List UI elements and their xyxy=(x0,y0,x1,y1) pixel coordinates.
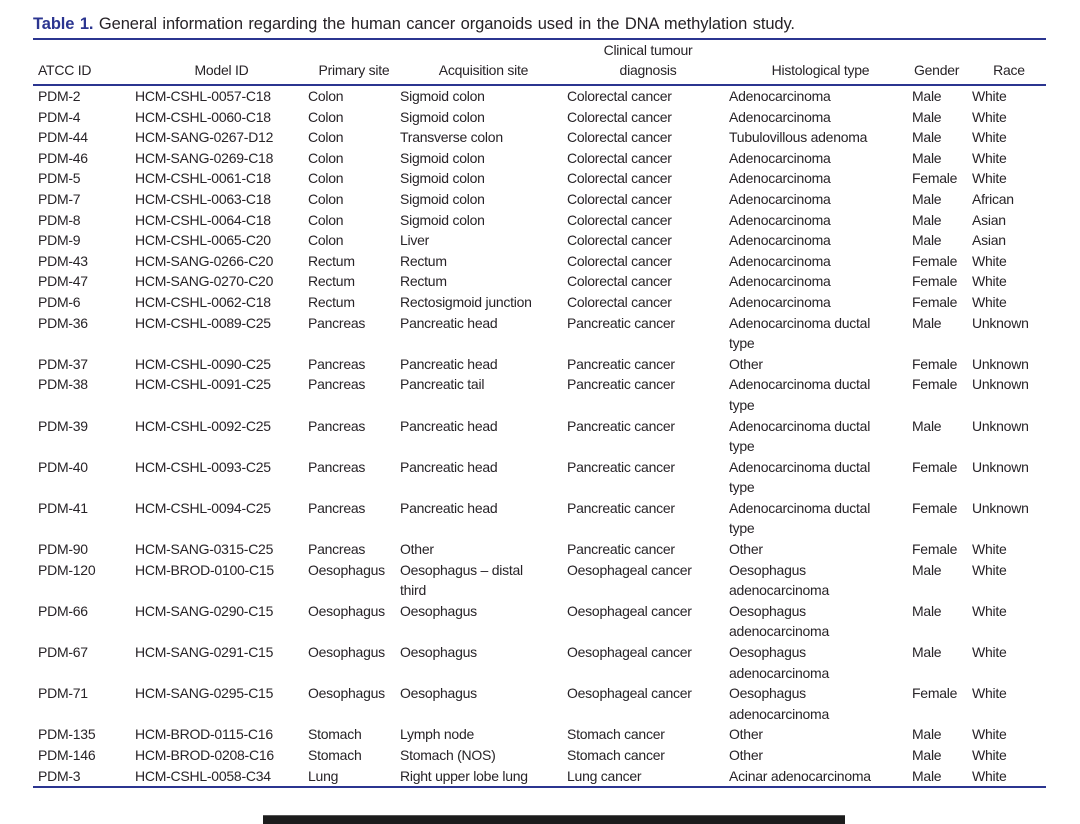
cell-atcc_id: PDM-2 xyxy=(38,88,81,104)
cell-primary_site: Pancreas xyxy=(308,376,366,393)
cell-gender: Female xyxy=(912,170,958,187)
cell-primary_site: Oesophagus xyxy=(308,602,385,619)
cell-model_id: HCM-CSHL-0063-C18 xyxy=(135,190,271,207)
cell-histological_type: Adenocarcinoma xyxy=(729,252,831,269)
cell-model_id: HCM-BROD-0115-C16 xyxy=(135,726,273,743)
cell-clinical_tumour_diagnosis: Colorectal cancer xyxy=(567,108,672,125)
cell-primary_site: Colon xyxy=(308,190,344,207)
cell-race: White xyxy=(972,170,1007,187)
cell-clinical_tumour_diagnosis: Oesophageal cancer xyxy=(567,644,692,661)
cell-histological_type: Adenocarcinoma xyxy=(729,293,831,310)
cell-clinical_tumour_diagnosis: Lung cancer xyxy=(567,766,729,788)
cell-clinical_tumour_diagnosis: Pancreatic cancer xyxy=(567,541,675,558)
cell-gender: Female xyxy=(912,293,958,310)
cell-race: White xyxy=(972,108,1007,125)
cell-histological_type: Acinar adenocarcinoma xyxy=(729,766,912,788)
cell-primary_site: Pancreas xyxy=(308,355,366,372)
cell-race: Asian xyxy=(972,211,1006,228)
cell-atcc_id: PDM-37 xyxy=(38,355,88,372)
cell-race: White xyxy=(972,149,1007,166)
cell-gender: Male xyxy=(912,88,942,104)
cell-model_id: HCM-SANG-0290-C15 xyxy=(135,602,274,619)
table-row xyxy=(33,601,1046,642)
cell-primary_site: Lung xyxy=(308,766,400,788)
cell-histological_type: Adenocarcinoma ductal type xyxy=(729,376,871,413)
cell-histological_type: Adenocarcinoma xyxy=(729,232,831,249)
cell-histological_type: Other xyxy=(729,355,763,372)
cell-primary_site: Colon xyxy=(308,211,344,228)
cell-atcc_id: PDM-6 xyxy=(38,293,81,310)
cell-primary_site: Rectum xyxy=(308,293,355,310)
cell-race: White xyxy=(972,561,1007,578)
cell-atcc_id: PDM-66 xyxy=(38,602,88,619)
column-header-histological_type: Histological type xyxy=(729,39,912,85)
cell-model_id: HCM-SANG-0315-C25 xyxy=(135,541,274,558)
cell-acquisition_site: Rectosigmoid junction xyxy=(400,293,532,310)
cell-model_id: HCM-CSHL-0064-C18 xyxy=(135,211,271,228)
column-header-race: Race xyxy=(972,39,1046,85)
table-row xyxy=(33,313,1046,354)
cell-race: White xyxy=(972,273,1007,290)
cell-clinical_tumour_diagnosis: Pancreatic cancer xyxy=(567,314,675,331)
table-row xyxy=(33,745,1046,766)
table-row xyxy=(33,539,1046,560)
cell-model_id: HCM-SANG-0267-D12 xyxy=(135,129,274,146)
cell-acquisition_site: Pancreatic head xyxy=(400,355,498,372)
cell-clinical_tumour_diagnosis: Colorectal cancer xyxy=(567,149,672,166)
cell-gender: Male xyxy=(912,149,942,166)
cell-acquisition_site: Oesophagus xyxy=(400,602,477,619)
cell-model_id: HCM-CSHL-0092-C25 xyxy=(135,417,271,434)
cell-clinical_tumour_diagnosis: Oesophageal cancer xyxy=(567,561,692,578)
cell-histological_type: Other xyxy=(729,747,763,763)
table-header xyxy=(33,39,1046,85)
table-row xyxy=(33,107,1046,128)
cell-clinical_tumour_diagnosis: Pancreatic cancer xyxy=(567,376,675,393)
cell-acquisition_site: Oesophagus xyxy=(400,685,477,702)
table-row xyxy=(33,642,1046,683)
cell-atcc_id: PDM-71 xyxy=(38,685,88,702)
cell-primary_site: Colon xyxy=(308,149,344,166)
cell-acquisition_site: Other xyxy=(400,541,434,558)
cell-gender: Female xyxy=(912,273,958,290)
cell-histological_type: Oesophagus adenocarcinoma xyxy=(729,644,830,681)
cell-histological_type: Adenocarcinoma ductal type xyxy=(729,417,871,455)
cell-clinical_tumour_diagnosis: Colorectal cancer xyxy=(567,252,672,269)
cell-histological_type: Adenocarcinoma ductal type xyxy=(729,314,871,352)
cell-gender: Female xyxy=(912,685,958,702)
table-row xyxy=(33,498,1046,539)
cell-atcc_id: PDM-44 xyxy=(38,129,88,146)
cell-histological_type: Adenocarcinoma xyxy=(729,273,831,290)
cell-race: White xyxy=(972,88,1007,104)
cell-acquisition_site: Lymph node xyxy=(400,726,475,743)
cell-model_id: HCM-CSHL-0091-C25 xyxy=(135,376,271,393)
cell-gender: Female xyxy=(912,252,958,269)
table-row xyxy=(33,292,1046,313)
cell-primary_site: Pancreas xyxy=(308,314,366,331)
cell-acquisition_site: Pancreatic head xyxy=(400,458,498,475)
cell-histological_type: Other xyxy=(729,541,763,558)
cell-clinical_tumour_diagnosis: Colorectal cancer xyxy=(567,129,672,146)
cell-model_id: HCM-CSHL-0057-C18 xyxy=(135,88,271,104)
cell-gender: Male xyxy=(912,766,972,788)
cell-clinical_tumour_diagnosis: Colorectal cancer xyxy=(567,88,672,104)
cell-gender: Male xyxy=(912,726,942,743)
cell-race: Unknown xyxy=(972,417,1029,434)
column-header-primary_site: Primary site xyxy=(308,39,400,85)
cell-acquisition_site: Sigmoid colon xyxy=(400,211,485,228)
table-caption-text: General information regarding the human cancer organoids used in the DNA methylation study. xyxy=(98,15,795,33)
cell-acquisition_site: Right upper lobe lung xyxy=(400,766,567,788)
cell-race: White xyxy=(972,602,1007,619)
cell-atcc_id: PDM-41 xyxy=(38,499,88,516)
table-caption xyxy=(33,13,1046,40)
cell-clinical_tumour_diagnosis: Stomach cancer xyxy=(567,747,665,763)
table-row xyxy=(33,85,1046,107)
cell-race: Asian xyxy=(972,232,1006,249)
cell-clinical_tumour_diagnosis: Pancreatic cancer xyxy=(567,458,675,475)
cell-model_id: HCM-CSHL-0060-C18 xyxy=(135,108,271,125)
cell-primary_site: Pancreas xyxy=(308,417,366,434)
table-row xyxy=(33,416,1046,457)
cell-acquisition_site: Sigmoid colon xyxy=(400,170,485,187)
cell-gender: Male xyxy=(912,602,942,619)
cell-primary_site: Colon xyxy=(308,232,344,249)
cell-histological_type: Tubulovillous adenoma xyxy=(729,129,868,146)
table-row xyxy=(33,724,1046,745)
cell-model_id: HCM-CSHL-0062-C18 xyxy=(135,293,271,310)
cell-model_id: HCM-CSHL-0058-C34 xyxy=(135,766,308,788)
cell-primary_site: Colon xyxy=(308,170,344,187)
cell-gender: Male xyxy=(912,108,942,125)
column-header-gender: Gender xyxy=(912,39,972,85)
cell-atcc_id: PDM-40 xyxy=(38,458,88,475)
cell-race: White xyxy=(972,129,1007,146)
cell-model_id: HCM-CSHL-0065-C20 xyxy=(135,232,271,249)
cell-model_id: HCM-SANG-0295-C15 xyxy=(135,685,274,702)
cell-clinical_tumour_diagnosis: Pancreatic cancer xyxy=(567,417,675,434)
cell-acquisition_site: Transverse colon xyxy=(400,129,503,146)
cell-atcc_id: PDM-8 xyxy=(38,211,81,228)
cell-race: White xyxy=(972,644,1007,661)
cell-model_id: HCM-BROD-0100-C15 xyxy=(135,561,274,578)
cell-acquisition_site: Rectum xyxy=(400,273,447,290)
cell-atcc_id: PDM-135 xyxy=(38,726,96,743)
cell-primary_site: Oesophagus xyxy=(308,685,385,702)
cell-model_id: HCM-CSHL-0061-C18 xyxy=(135,170,271,187)
cell-histological_type: Adenocarcinoma xyxy=(729,170,831,187)
cell-histological_type: Adenocarcinoma xyxy=(729,108,831,125)
cell-primary_site: Pancreas xyxy=(308,499,366,516)
cell-model_id: HCM-CSHL-0090-C25 xyxy=(135,355,271,372)
cell-acquisition_site: Oesophagus xyxy=(400,644,477,661)
cell-race: African xyxy=(972,190,1014,207)
cell-clinical_tumour_diagnosis: Stomach cancer xyxy=(567,726,665,743)
cell-acquisition_site: Sigmoid colon xyxy=(400,149,485,166)
cell-clinical_tumour_diagnosis: Pancreatic cancer xyxy=(567,355,675,372)
cell-atcc_id: PDM-39 xyxy=(38,417,88,434)
cell-race: White xyxy=(972,766,1046,788)
cell-acquisition_site: Pancreatic head xyxy=(400,499,498,516)
cell-atcc_id: PDM-43 xyxy=(38,252,88,269)
cell-gender: Male xyxy=(912,314,942,331)
cell-gender: Male xyxy=(912,211,942,228)
cell-atcc_id: PDM-3 xyxy=(33,766,135,788)
cell-acquisition_site: Sigmoid colon xyxy=(400,108,485,125)
table-row xyxy=(33,560,1046,601)
cell-acquisition_site: Sigmoid colon xyxy=(400,88,485,104)
column-header-atcc_id: ATCC ID xyxy=(33,39,135,85)
table-row xyxy=(33,251,1046,272)
cell-acquisition_site: Rectum xyxy=(400,252,447,269)
cell-model_id: HCM-CSHL-0094-C25 xyxy=(135,499,271,516)
cell-clinical_tumour_diagnosis: Colorectal cancer xyxy=(567,293,672,310)
cell-race: White xyxy=(972,685,1007,702)
table-row xyxy=(33,230,1046,251)
cell-histological_type: Adenocarcinoma xyxy=(729,149,831,166)
table-row xyxy=(33,354,1046,375)
cell-model_id: HCM-BROD-0208-C16 xyxy=(135,747,274,763)
cell-gender: Female xyxy=(912,355,958,372)
cell-acquisition_site: Pancreatic head xyxy=(400,417,498,434)
table-row xyxy=(33,127,1046,148)
cell-race: White xyxy=(972,293,1007,310)
cell-atcc_id: PDM-7 xyxy=(38,190,81,207)
cell-primary_site: Rectum xyxy=(308,252,355,269)
cell-acquisition_site: Pancreatic tail xyxy=(400,376,485,393)
cell-primary_site: Oesophagus xyxy=(308,561,385,578)
cell-atcc_id: PDM-67 xyxy=(38,644,88,661)
cell-gender: Male xyxy=(912,232,942,249)
cell-gender: Female xyxy=(912,541,958,558)
cell-atcc_id: PDM-36 xyxy=(38,314,88,331)
cell-race: White xyxy=(972,747,1007,763)
cell-model_id: HCM-SANG-0291-C15 xyxy=(135,644,274,661)
cell-atcc_id: PDM-38 xyxy=(38,376,88,393)
cell-primary_site: Oesophagus xyxy=(308,644,385,661)
cell-clinical_tumour_diagnosis: Colorectal cancer xyxy=(567,211,672,228)
cell-gender: Female xyxy=(912,376,958,393)
cell-primary_site: Pancreas xyxy=(308,541,366,558)
cell-atcc_id: PDM-146 xyxy=(38,747,96,763)
cell-clinical_tumour_diagnosis: Colorectal cancer xyxy=(567,232,672,249)
cell-race: Unknown xyxy=(972,499,1029,516)
cell-race: Unknown xyxy=(972,376,1029,393)
cell-histological_type: Adenocarcinoma xyxy=(729,190,831,207)
cell-histological_type: Adenocarcinoma ductal type xyxy=(729,458,871,496)
table-row xyxy=(33,271,1046,292)
table-body xyxy=(33,85,1046,787)
cell-clinical_tumour_diagnosis: Oesophageal cancer xyxy=(567,602,692,619)
cell-acquisition_site: Pancreatic head xyxy=(400,314,498,331)
cell-clinical_tumour_diagnosis: Colorectal cancer xyxy=(567,273,672,290)
cell-histological_type: Oesophagus adenocarcinoma xyxy=(729,602,830,640)
cell-atcc_id: PDM-5 xyxy=(38,170,81,187)
cell-primary_site: Rectum xyxy=(308,273,355,290)
cell-primary_site: Colon xyxy=(308,129,344,146)
cell-histological_type: Oesophagus adenocarcinoma xyxy=(729,561,830,599)
column-header-clinical_tumour_diagnosis: Clinical tumour diagnosis xyxy=(567,39,729,85)
cell-primary_site: Stomach xyxy=(308,747,362,763)
cell-acquisition_site: Liver xyxy=(400,232,430,249)
cell-atcc_id: PDM-90 xyxy=(38,541,88,558)
table-row xyxy=(33,210,1046,231)
cell-acquisition_site: Sigmoid colon xyxy=(400,190,485,207)
cell-primary_site: Pancreas xyxy=(308,458,366,475)
cell-acquisition_site: Oesophagus – distal third xyxy=(400,561,523,599)
cell-primary_site: Stomach xyxy=(308,726,362,743)
table-row xyxy=(33,766,1046,788)
table-row xyxy=(33,683,1046,724)
column-header-acquisition_site: Acquisition site xyxy=(400,39,567,85)
cell-gender: Male xyxy=(912,417,942,434)
cell-gender: Male xyxy=(912,129,942,146)
table-caption-label: Table 1. xyxy=(33,15,94,33)
cell-model_id: HCM-SANG-0269-C18 xyxy=(135,149,274,166)
column-header-model_id: Model ID xyxy=(135,39,308,85)
table-row xyxy=(33,148,1046,169)
cell-gender: Female xyxy=(912,499,958,516)
cell-histological_type: Oesophagus adenocarcinoma xyxy=(729,685,830,722)
cell-atcc_id: PDM-4 xyxy=(38,108,81,125)
table-header-row xyxy=(33,39,1046,85)
cell-race: Unknown xyxy=(972,355,1029,372)
organoid-info-table xyxy=(33,39,1046,788)
cell-atcc_id: PDM-9 xyxy=(38,232,81,249)
cell-race: Unknown xyxy=(972,314,1029,331)
table-row xyxy=(33,457,1046,498)
cell-histological_type: Adenocarcinoma ductal type xyxy=(729,499,871,537)
cell-race: Unknown xyxy=(972,458,1029,475)
cell-primary_site: Colon xyxy=(308,108,344,125)
cell-histological_type: Other xyxy=(729,726,763,743)
table-row xyxy=(33,374,1046,415)
cell-atcc_id: PDM-47 xyxy=(38,273,88,290)
cell-model_id: HCM-CSHL-0089-C25 xyxy=(135,314,271,331)
cell-histological_type: Adenocarcinoma xyxy=(729,88,831,104)
cell-race: White xyxy=(972,541,1007,558)
cell-clinical_tumour_diagnosis: Oesophageal cancer xyxy=(567,685,692,702)
cell-gender: Male xyxy=(912,747,942,763)
cell-model_id: HCM-SANG-0270-C20 xyxy=(135,273,274,290)
cell-gender: Male xyxy=(912,644,942,661)
cell-clinical_tumour_diagnosis: Pancreatic cancer xyxy=(567,499,675,516)
cell-gender: Male xyxy=(912,561,942,578)
cell-acquisition_site: Stomach (NOS) xyxy=(400,747,496,763)
cell-gender: Female xyxy=(912,458,958,475)
cell-model_id: HCM-CSHL-0093-C25 xyxy=(135,458,271,475)
cell-clinical_tumour_diagnosis: Colorectal cancer xyxy=(567,170,672,187)
cell-atcc_id: PDM-46 xyxy=(38,149,88,166)
table-row xyxy=(33,189,1046,210)
cell-atcc_id: PDM-120 xyxy=(38,561,96,578)
cell-primary_site: Colon xyxy=(308,88,344,104)
cell-histological_type: Adenocarcinoma xyxy=(729,211,831,228)
cell-gender: Male xyxy=(912,190,942,207)
cell-race: White xyxy=(972,252,1007,269)
table-row xyxy=(33,168,1046,189)
cell-clinical_tumour_diagnosis: Colorectal cancer xyxy=(567,190,672,207)
cell-model_id: HCM-SANG-0266-C20 xyxy=(135,252,274,269)
cell-race: White xyxy=(972,726,1007,743)
